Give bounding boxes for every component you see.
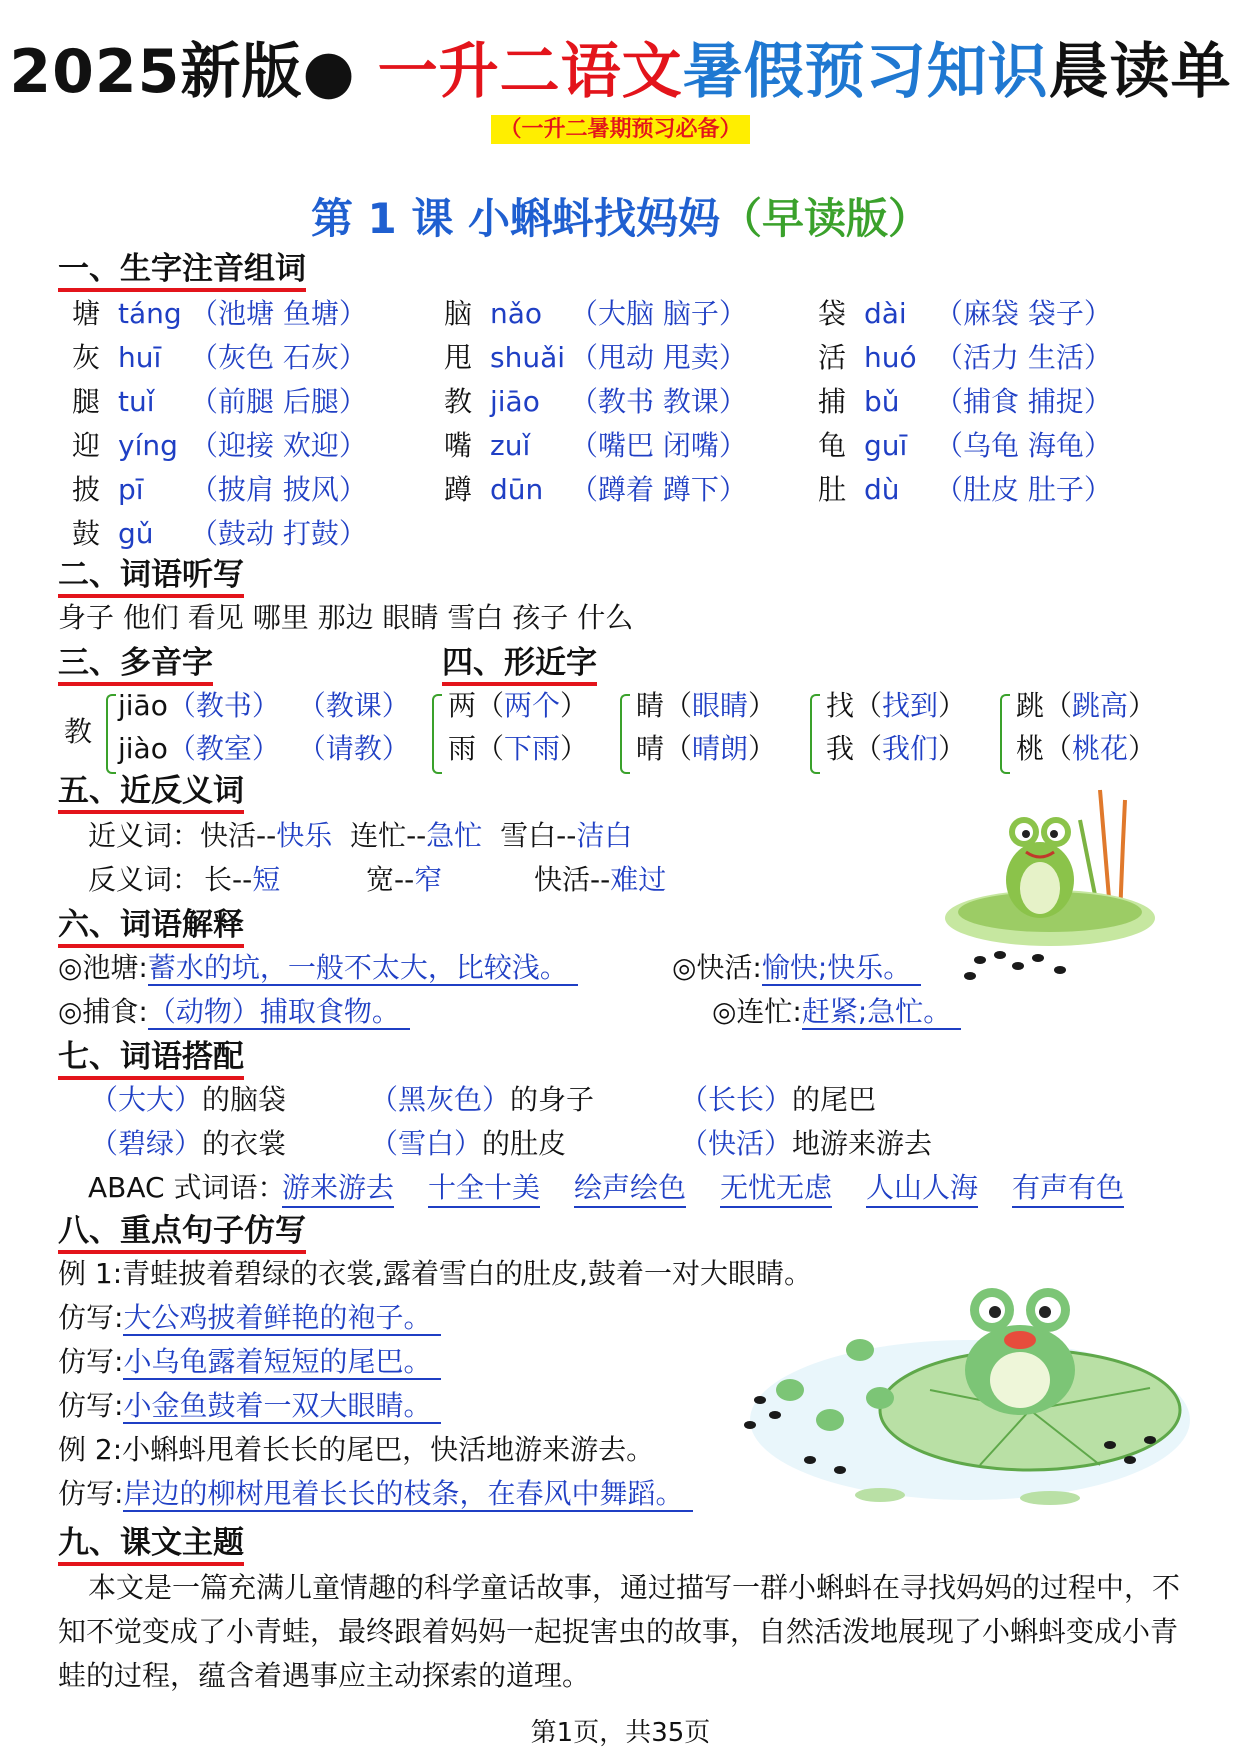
title-part-4: 晨读单 [1048,37,1232,107]
brace [810,694,820,774]
pinyin: dūn [490,473,544,506]
char: 脑 [444,297,473,330]
collocation-text: 地游来游去 [792,1127,933,1160]
words: （鼓动 打鼓） [190,517,367,550]
char-item [444,384,472,420]
similar-row: 雨（下雨） [448,732,589,765]
char: 披 [72,473,101,506]
collocation-item [90,1126,286,1162]
collocation-text: 的身子 [510,1083,595,1116]
char: 捕 [818,385,847,418]
polyphone-row-1: jiāo（教书） （教课） [118,689,410,722]
similar-char: 雨 [448,732,477,765]
char: 蹲 [444,473,473,506]
similar-word: 找到 [882,689,939,722]
collocation-blank: （碧绿） [90,1127,203,1160]
char-item [444,296,472,332]
words: （活力 生活） [935,341,1112,374]
brace [432,694,442,774]
pinyin: yíng [118,429,178,462]
char-item [72,384,100,420]
char: 塘 [72,297,101,330]
sentence-row [58,1300,441,1336]
collocation-blank: （大大） [90,1083,203,1116]
antonym-2: 宽--窄 [366,863,443,896]
similar-row: 睛（眼睛） [636,689,777,722]
char-item [72,428,100,464]
char: 教 [444,385,473,418]
char: 龟 [818,429,847,462]
explain-3: ◎捕食:（动物）捕取食物。 [58,994,410,1030]
lesson-main: 第 1 课 小蝌蚪找妈妈 [310,194,721,243]
abac-word: 有声有色 [1012,1170,1124,1208]
abac-word: 十全十美 [428,1170,540,1208]
char-item [818,296,846,332]
title-part-2: 一升二语文 [377,37,683,107]
polyphone-char: 教 [64,715,93,748]
pinyin: huī [118,341,162,374]
pinyin: bǔ [864,385,900,418]
char: 活 [818,341,847,374]
polyphone-row-2: jiào（教室） （请教） [118,732,410,765]
similar-char: 两 [448,689,477,722]
collocation-blank: （长长） [680,1083,793,1116]
collocation-text: 的衣裳 [202,1127,287,1160]
sentence-text: 岸边的柳树甩着长长的枝条，在春风中舞蹈。 [123,1477,693,1512]
char: 灰 [72,341,101,374]
char: 袋 [818,297,847,330]
frog-illustration-top [940,780,1180,990]
collocation-text: 的肚皮 [482,1127,567,1160]
pinyin: pī [118,473,144,506]
char: 嘴 [444,429,473,462]
similar-word: 跳高 [1072,689,1129,722]
words: （教书 教课） [570,385,747,418]
lesson-title [0,186,1241,246]
collocation-blank: （雪白） [370,1127,483,1160]
sentence-text: 小蝌蚪甩着长长的尾巴，快活地游来游去。 [122,1433,655,1466]
char-item [72,516,100,552]
similar-char: 桃 [1016,732,1045,765]
similar-row: 两（两个） [448,689,589,722]
words: （甩动 甩卖） [570,341,747,374]
lesson-tag: （早读版） [720,194,931,243]
abac-word: 绘声绘色 [574,1170,686,1208]
collocation-item [680,1082,876,1118]
sentence-label: 仿写: [58,1477,124,1510]
char-item [818,384,846,420]
similar-char: 跳 [1016,689,1045,722]
title-part-3: 暑假预习知识 [682,37,1049,107]
pinyin: jiāo [490,385,540,418]
similar-char: 晴 [636,732,665,765]
pinyin: guī [864,429,908,462]
page-title [0,24,1241,110]
pinyin: zuǐ [490,429,531,462]
sentence-row [58,1476,693,1512]
char: 迎 [72,429,101,462]
pinyin: shuǎi [490,341,566,374]
similar-char: 我 [826,732,855,765]
sentence-row [58,1344,441,1380]
words: （灰色 石灰） [190,341,367,374]
sentence-label: 例 2: [58,1433,123,1466]
section-heading-6: 六、词语解释 [58,906,244,948]
collocation-text: 的脑袋 [202,1083,287,1116]
explain-2: ◎快活:愉快;快乐。 [672,950,921,986]
section-heading-4: 四、形近字 [442,644,597,686]
char: 甩 [444,341,473,374]
explain-1: ◎池塘:蓄水的坑，一般不太大，比较浅。 [58,950,578,986]
section-heading-1: 一、生字注音组词 [58,250,306,292]
collocation-item [370,1126,566,1162]
words: （大脑 脑子） [570,297,747,330]
pinyin: nǎo [490,297,543,330]
similar-row: 晴（晴朗） [636,732,777,765]
words: （迎接 欢迎） [190,429,367,462]
similar-char: 找 [826,689,855,722]
char: 腿 [72,385,101,418]
sentence-label: 仿写: [58,1345,124,1378]
pinyin: gǔ [118,517,154,550]
abac-word: 人山人海 [866,1170,978,1208]
theme-paragraph: 本文是一篇充满儿童情趣的科学童话故事，通过描写一群小蝌蚪在寻找妈妈的过程中，不知不觉变成了小青蛙，最终跟着妈妈一起捉害虫的故事，自然活泼地展现了小蝌蚪变成小青蛙的过程，蕴含着遇事应主动探索的道理。 [58,1571,1181,1692]
collocation-blank: （快活） [680,1127,793,1160]
sentence-row [58,1388,441,1424]
pinyin: dù [864,473,900,506]
collocation-item [370,1082,594,1118]
char: 鼓 [72,517,101,550]
brace [106,694,116,774]
antonym-1: 长--短 [204,863,281,896]
pinyin: táng [118,297,182,330]
sentence-label: 仿写: [58,1389,124,1422]
subtitle: （一升二暑期预习必备） [0,112,1241,143]
antonyms-row: 反义词： [88,863,201,896]
sentence-text: 大公鸡披着鲜艳的袍子。 [123,1301,441,1336]
char-item [444,428,472,464]
collocation-text: 的尾巴 [792,1083,877,1116]
words: （麻袋 袋子） [935,297,1112,330]
char-item [444,340,472,376]
pinyin: huó [864,341,917,374]
section-heading-8: 八、重点句子仿写 [58,1212,306,1254]
similar-word: 桃花 [1072,732,1129,765]
similar-word: 两个 [504,689,561,722]
words: （乌龟 海龟） [935,429,1112,462]
words: （捕食 捕捉） [935,385,1112,418]
similar-word: 下雨 [504,732,561,765]
char-item [818,472,846,508]
section-heading-3: 三、多音字 [58,644,213,686]
sentence-row [58,1432,654,1468]
section-heading-2: 二、词语听写 [58,556,244,598]
similar-row: 我（我们） [826,732,967,765]
similar-word: 我们 [882,732,939,765]
similar-row: 跳（跳高） [1016,689,1157,722]
brace [1000,694,1010,774]
sentence-row [58,1256,812,1292]
synonyms-row: 近义词：快活--快乐 连忙--急忙 雪白--洁白 [88,819,633,852]
similar-row: 桃（桃花） [1016,732,1157,765]
sentence-text: 小乌龟露着短短的尾巴。 [123,1345,441,1380]
char: 肚 [818,473,847,506]
sentence-label: 仿写: [58,1301,124,1334]
section-heading-5: 五、近反义词 [58,772,244,814]
dictation-words: 身子 他们 看见 哪里 那边 眼睛 雪白 孩子 什么 [58,601,634,634]
collocation-item [680,1126,932,1162]
frog-illustration-bottom [730,1270,1200,1510]
char-item [72,340,100,376]
sentence-label: 例 1: [58,1257,123,1290]
collocation-item [90,1082,286,1118]
antonym-3: 快活--难过 [534,863,667,896]
pinyin: dài [864,297,907,330]
section-heading-7: 七、词语搭配 [58,1038,244,1080]
similar-word: 眼睛 [692,689,749,722]
page-number: 第1页，共35页 [530,1718,711,1748]
words: （嘴巴 闭嘴） [570,429,747,462]
words: （肚皮 肚子） [935,473,1112,506]
pinyin: tuǐ [118,385,155,418]
abac-word: 游来游去 [282,1170,394,1208]
abac-word: 无忧无虑 [720,1170,832,1208]
char-item [72,472,100,508]
similar-word: 晴朗 [692,732,749,765]
collocation-blank: （黑灰色） [370,1083,511,1116]
explain-4: ◎连忙:赶紧;急忙。 [712,994,961,1030]
abac-label: ABAC 式词语： [88,1171,286,1204]
char-item [818,428,846,464]
words: （披肩 披风） [190,473,367,506]
title-part-1: 2025新版● [9,37,356,107]
char-item [818,340,846,376]
sentence-text: 青蛙披着碧绿的衣裳,露着雪白的肚皮,鼓着一对大眼睛。 [122,1257,812,1290]
similar-row: 找（找到） [826,689,967,722]
brace [620,694,630,774]
words: （蹲着 蹲下） [570,473,747,506]
words: （前腿 后腿） [190,385,367,418]
char-item [444,472,472,508]
section-heading-9: 九、课文主题 [58,1524,244,1566]
char-item [72,296,100,332]
words: （池塘 鱼塘） [190,297,367,330]
sentence-text: 小金鱼鼓着一双大眼睛。 [123,1389,441,1424]
similar-char: 睛 [636,689,665,722]
